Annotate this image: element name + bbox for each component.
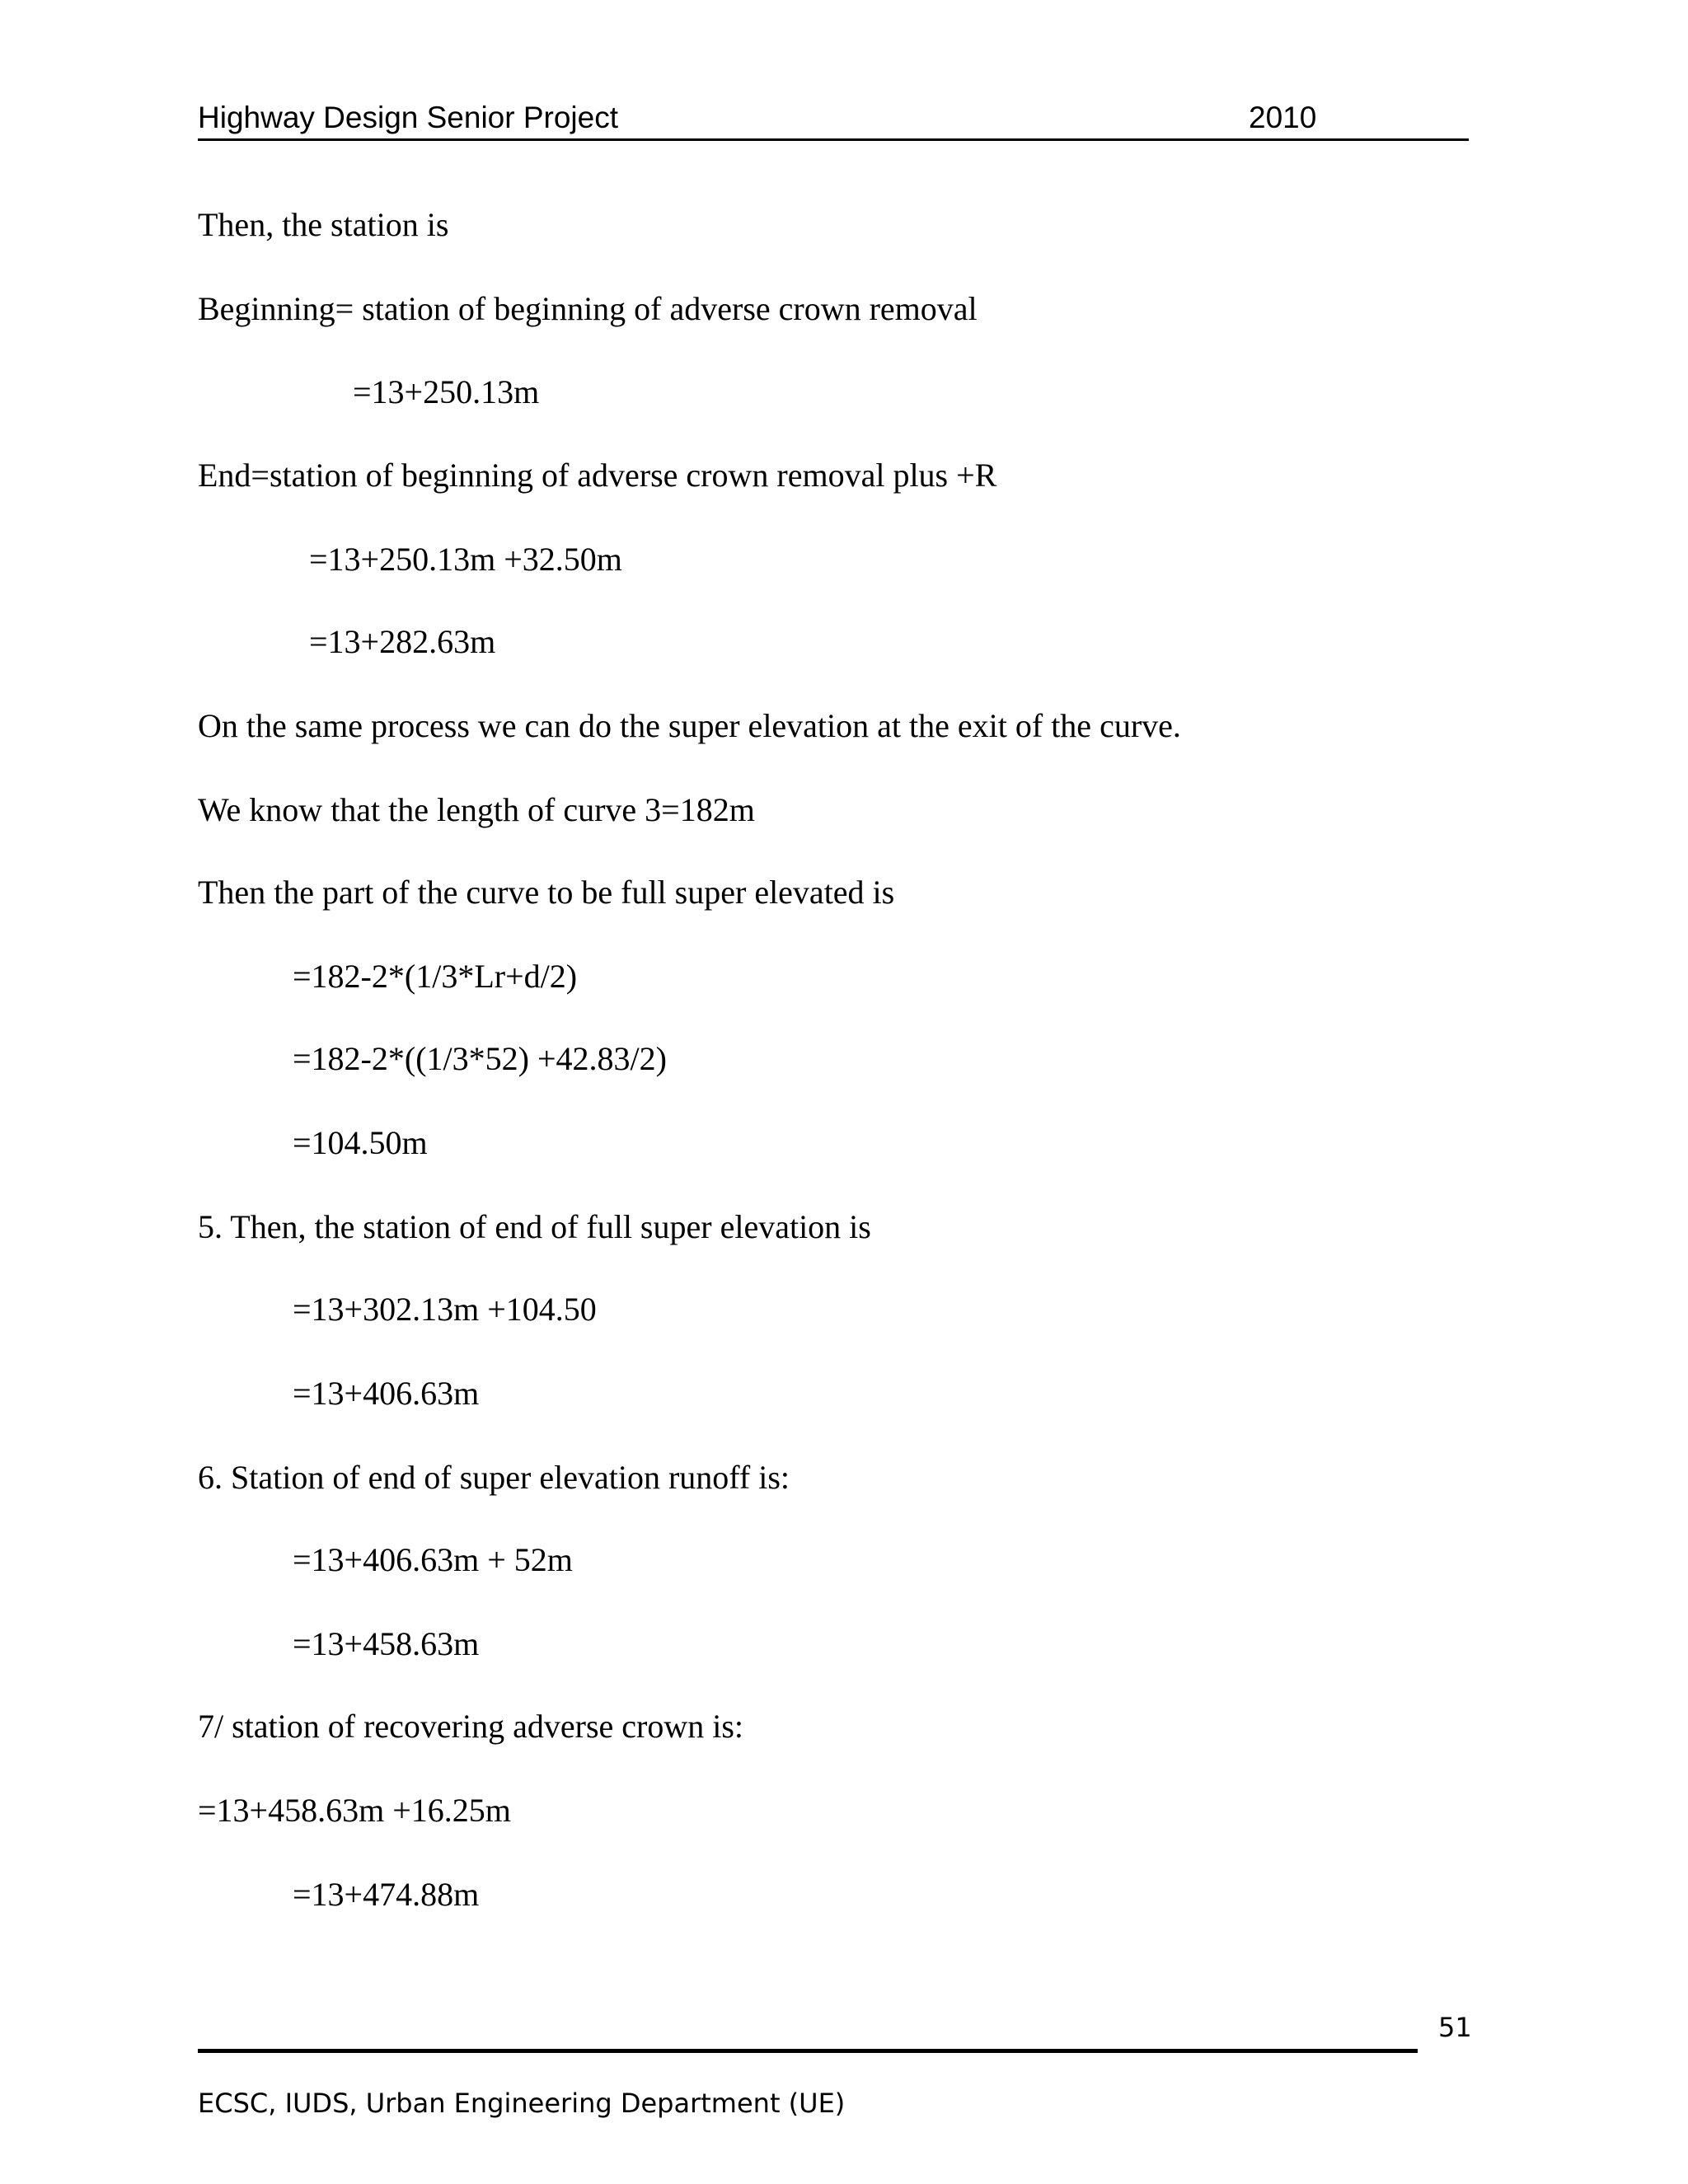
body-line: Then the part of the curve to be full super elevated is	[198, 874, 895, 911]
body-line: Then, the station is	[198, 206, 449, 243]
body-line: =104.50m	[293, 1124, 428, 1161]
body-line: =13+406.63m + 52m	[293, 1541, 573, 1578]
header-year: 2010	[1249, 101, 1317, 134]
body-line: On the same process we can do the super elevation at the exit of the curve.	[198, 707, 1181, 744]
body-line: =13+250.13m +32.50m	[309, 541, 622, 578]
body-line: =13+282.63m	[309, 623, 496, 660]
body-line: =182-2*(1/3*Lr+d/2)	[293, 958, 578, 995]
body-line: 6. Station of end of super elevation runoff is:	[198, 1459, 790, 1496]
page-number: 51	[1438, 2012, 1472, 2043]
header-title: Highway Design Senior Project	[198, 101, 619, 134]
body-line: 7/ station of recovering adverse crown is:	[198, 1708, 744, 1745]
body-line: 5. Then, the station of end of full super elevation is	[198, 1208, 871, 1245]
body-line: =182-2*((1/3*52) +42.83/2)	[293, 1040, 667, 1077]
body-line: =13+302.13m +104.50	[293, 1291, 597, 1328]
body-line: =13+250.13m	[353, 373, 540, 410]
body-line: Beginning= station of beginning of adverse crown removal	[198, 290, 978, 327]
footer-text: ECSC, IUDS, Urban Engineering Department (UE)	[198, 2088, 846, 2119]
body-line: We know that the length of curve 3=182m	[198, 791, 755, 828]
body-line: =13+474.88m	[293, 1876, 480, 1913]
page-header	[198, 97, 1469, 141]
body-line: =13+458.63m	[293, 1625, 480, 1662]
body-line: =13+406.63m	[293, 1375, 480, 1412]
body-line: End=station of beginning of adverse crown removal plus +R	[198, 457, 997, 494]
footer-divider	[198, 2049, 1418, 2053]
body-line: =13+458.63m +16.25m	[198, 1792, 511, 1829]
